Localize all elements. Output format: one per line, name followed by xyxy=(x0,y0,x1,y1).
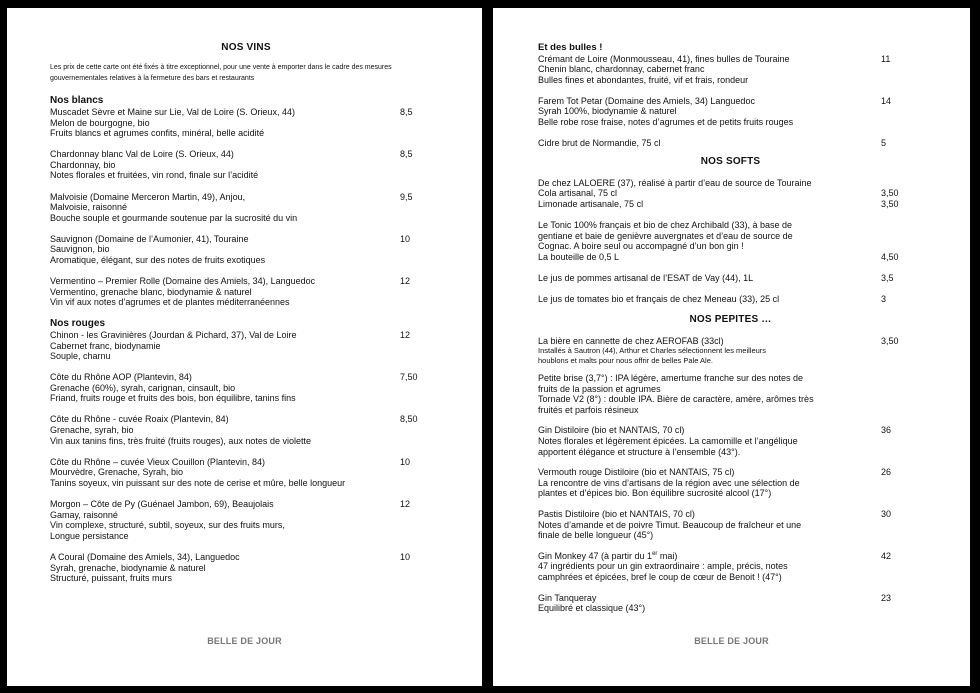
wine-item xyxy=(50,234,442,266)
drink-item xyxy=(538,54,923,86)
beer-desc: Petite brise (3,7°) : IPA légère, amertume franche sur des notes de xyxy=(538,373,804,384)
drink-name: Cidre brut de Normandie, 75 cl xyxy=(538,138,661,149)
cola-price: 3,50 xyxy=(881,188,899,199)
wine-notes: Notes florales et fruitées, vin rond, finale sur l’acidité xyxy=(50,170,259,181)
wine-price: 12 xyxy=(400,276,411,287)
wine-item xyxy=(50,457,442,489)
wine-price: 8,50 xyxy=(400,414,418,425)
wines-title: NOS VINS xyxy=(221,42,271,53)
wine-notes: Vin aux tanins fins, très fruité (fruits rouges), aux notes de violette xyxy=(50,435,311,446)
wine-name: Morgon – Côte de Py (Guénael Jambon, 69), Beaujolais xyxy=(50,499,274,510)
tonic-desc: gentiane et baie de genièvre auvergnates et d’eau de source de xyxy=(538,230,793,241)
drink-name: Gin Tanqueray xyxy=(538,592,597,603)
drink-item xyxy=(538,509,923,541)
wine-price: 10 xyxy=(400,456,411,467)
laloere-intro: De chez LALOERE (37), réalisé à partir d’eau de source de Touraine xyxy=(538,177,812,188)
beer-desc: fruités et parfois résineux xyxy=(538,404,639,415)
drink-price: 23 xyxy=(881,592,892,603)
aerofab-desc: Installés à Sautron (44), Arthur et Charles sélectionnent les meilleurs xyxy=(538,346,767,356)
drink-notes: camphrées et épicées, bref le coup de cœur de Benoit ! (47°) xyxy=(538,572,782,582)
drink-price: 3,5 xyxy=(881,272,894,283)
wine-item xyxy=(50,330,442,362)
wine-name: Côte du Rhône AOP (Plantevin, 84) xyxy=(50,372,192,383)
drink-notes: Notes florales et légèrement épicées. La camomille et l’angélique xyxy=(538,436,798,447)
beer-desc: fruits de la passion et agrumes xyxy=(538,383,661,394)
tonic-price: 4,50 xyxy=(881,251,899,262)
wine-name: Chardonnay blanc Val de Loire (S. Orieux, 44) xyxy=(50,149,234,160)
wine-grape: Gamay, raisonné xyxy=(50,509,118,520)
wine-price: 12 xyxy=(400,499,411,510)
wine-item xyxy=(50,499,442,541)
tonic-desc: Cognac. A boire seul ou accompagné d’un bon gin ! xyxy=(538,241,744,252)
limonade-name: Limonade artisanale, 75 cl xyxy=(538,198,644,209)
wine-notes: Vin complexe, structuré, subtil, soyeux, sur des fruits murs, xyxy=(50,520,285,531)
cola-name: Cola artisanal, 75 cl xyxy=(538,188,618,199)
wine-grape: Malvoisie, raisonné xyxy=(50,202,128,213)
wine-notes: Structuré, puissant, fruits murs xyxy=(50,573,173,584)
drink-notes: plantes et d’épices bio. Bon équilibre sucrosité alcool (17°) xyxy=(538,488,772,499)
drink-price: 36 xyxy=(881,425,892,436)
wine-item xyxy=(50,276,442,308)
footer-brand: BELLE DE JOUR xyxy=(207,636,282,646)
drink-price: 14 xyxy=(881,95,892,106)
wine-name: Vermentino – Premier Rolle (Domaine des Amiels, 34), Languedoc xyxy=(50,276,316,287)
wine-grape: Melon de bourgogne, bio xyxy=(50,117,150,128)
drink-name: Gin Distiloire (bio et NANTAIS, 70 cl) xyxy=(538,425,685,436)
wine-name: Muscadet Sèvre et Maine sur Lie, Val de Loire (S. Orieux, 44) xyxy=(50,107,295,117)
limonade-price: 3,50 xyxy=(881,198,899,209)
whites-heading: Nos blancs xyxy=(50,95,104,106)
wine-item xyxy=(50,192,442,224)
drink-name: Farem Tot Petar (Domaine des Amiels, 34) Languedoc xyxy=(538,95,755,106)
reds-heading: Nos rouges xyxy=(50,317,106,329)
drink-notes: Belle robe rose fraise, notes d’agrumes et de petits fruits rouges xyxy=(538,116,794,127)
wine-notes: Friand, fruits rouge et fruits des bois, bon équilibre, tanins fins xyxy=(50,393,296,404)
drink-name: Crémant de Loire (Monmousseau, 41), fines bulles de Touraine xyxy=(538,53,790,64)
wine-grape: Grenache (60%), syrah, carignan, cinsault, bio xyxy=(50,382,236,393)
menu-page-right xyxy=(493,8,970,686)
drink-item xyxy=(538,551,923,583)
price-intro: Les prix de cette carte ont été fixés à titre exceptionnel, pour une vente à emporter dans le cadre des mesures gouvernementales relatives à la fermeture des bars et restaurants xyxy=(50,64,392,82)
wine-grape: Cabernet franc, biodynamie xyxy=(50,340,161,351)
drink-name: Gin Monkey 47 (à partir du 1er mai) xyxy=(538,550,678,561)
drink-item xyxy=(538,294,923,305)
wine-price: 8,5 xyxy=(400,149,413,160)
wine-price: 8,5 xyxy=(400,107,413,117)
drink-item xyxy=(538,593,923,614)
aerofab-desc: houblons et malts pour nous offrir de belles Pale Ale. xyxy=(538,355,713,365)
wine-name: Malvoisie (Domaine Merceron Martin, 49), Anjou, xyxy=(50,191,246,202)
drink-price: 30 xyxy=(881,509,892,520)
drink-notes: 47 ingrédients pour un gin extraordinaire : ample, précis, notes xyxy=(538,561,788,572)
wine-notes: Tanins soyeux, vin puissant sur des note de cerise et mûre, belle longueur xyxy=(50,477,346,488)
laloere-block xyxy=(538,178,923,210)
drink-name: Pastis Distiloire (bio et NANTAIS, 70 cl) xyxy=(538,509,695,520)
wine-grape: Mourvèdre, Grenache, Syrah, bio xyxy=(50,467,184,478)
wine-notes: Bouche souple et gourmande soutenue par la sucrosité du vin xyxy=(50,212,298,223)
pepites-title: NOS PEPITES … xyxy=(689,313,772,325)
tonic-desc: Le Tonic 100% français et bio de chez Archibald (33), à base de xyxy=(538,219,792,230)
tonic-block xyxy=(538,220,923,262)
wine-grape: Syrah, grenache, biodynamie & naturel xyxy=(50,562,206,573)
drink-name: La bière en cannette de chez AEROFAB (33cl) xyxy=(538,335,724,346)
drink-item xyxy=(538,96,923,128)
drink-grape: Syrah 100%, biodynamie & naturel xyxy=(538,106,677,117)
wine-name: Côte du Rhône - cuvée Roaix (Plantevin, 84) xyxy=(50,414,229,425)
drink-name: Le jus de pommes artisanal de l’ESAT de Vay (44), 1L xyxy=(538,272,754,283)
wine-price: 12 xyxy=(400,329,411,340)
wine-price: 7,50 xyxy=(400,372,418,383)
drink-price: 11 xyxy=(881,53,891,64)
drink-notes: apportent élégance et structure à l’ensemble (43°). xyxy=(538,446,741,457)
drink-name: Vermouth rouge Distiloire (bio et NANTAIS, 75 cl) xyxy=(538,467,735,478)
wine-notes: Aromatique, élégant, sur des notes de fruits exotiques xyxy=(50,255,266,266)
drink-notes: Equilibré et classique (43°) xyxy=(538,603,646,614)
menu-page-left xyxy=(7,8,482,686)
drink-notes: Notes d’amande et de poivre Timut. Beaucoup de fraîcheur et une xyxy=(538,519,802,530)
drink-notes: Bulles fines et abondantes, fruité, vif et frais, rondeur xyxy=(538,74,749,85)
drink-price: 42 xyxy=(881,550,892,561)
wine-price: 10 xyxy=(400,551,411,562)
footer-brand: BELLE DE JOUR xyxy=(694,636,769,646)
drink-price: 3,50 xyxy=(881,335,899,346)
wine-item xyxy=(50,107,442,139)
tonic-bottle: La bouteille de 0,5 L xyxy=(538,251,620,262)
wine-grape: Vermentino, grenache blanc, biodynamie & naturel xyxy=(50,286,252,297)
wine-notes: Fruits blancs et agrumes confits, minéral, belle acidité xyxy=(50,128,265,139)
wine-name: Sauvignon (Domaine de l’Aumonier, 41), Touraine xyxy=(50,233,249,244)
wine-notes: Vin vif aux notes d’agrumes et de plantes méditerranéennes xyxy=(50,297,290,308)
wine-grape: Grenache, syrah, bio xyxy=(50,425,134,436)
wine-name: A Coural (Domaine des Amiels, 34), Languedoc xyxy=(50,551,240,562)
drink-item xyxy=(538,138,923,149)
drink-price: 5 xyxy=(881,138,887,149)
drink-notes: La rencontre de vins d’artisans de la région avec une sélection de xyxy=(538,477,800,488)
drink-price: 3 xyxy=(881,293,887,304)
aerofab-block xyxy=(538,336,923,366)
drink-item xyxy=(538,273,923,284)
drink-item xyxy=(538,425,923,457)
wine-notes: Longue persistance xyxy=(50,530,129,541)
bubbles-heading: Et des bulles ! xyxy=(538,42,603,53)
wine-price: 10 xyxy=(400,233,411,244)
wine-grape: Chardonnay, bio xyxy=(50,159,116,170)
wine-price: 9,5 xyxy=(400,191,413,202)
wine-notes: Souple, charnu xyxy=(50,351,111,362)
wine-name: Chinon - les Gravinières (Jourdan & Pichard, 37), Val de Loire xyxy=(50,329,297,340)
wine-item xyxy=(50,149,442,181)
drink-item xyxy=(538,467,923,499)
drink-name: Le jus de tomates bio et français de chez Meneau (33), 25 cl xyxy=(538,293,780,304)
wine-name: Côte du Rhône – cuvée Vieux Couillon (Plantevin, 84) xyxy=(50,456,265,467)
wine-item xyxy=(50,552,442,584)
beers-block xyxy=(538,373,923,415)
softs-title: NOS SOFTS xyxy=(700,155,761,167)
beer-desc: Tornade V2 (8°) : double IPA. Bière de caractère, amère, arômes très xyxy=(538,394,814,405)
drink-grape: Chenin blanc, chardonnay, cabernet franc xyxy=(538,64,705,75)
wine-grape: Sauvignon, bio xyxy=(50,244,110,255)
drink-notes: finale de belle longueur (45°) xyxy=(538,530,654,541)
wine-item xyxy=(50,414,442,446)
wine-item xyxy=(50,372,442,404)
drink-price: 26 xyxy=(881,467,892,478)
